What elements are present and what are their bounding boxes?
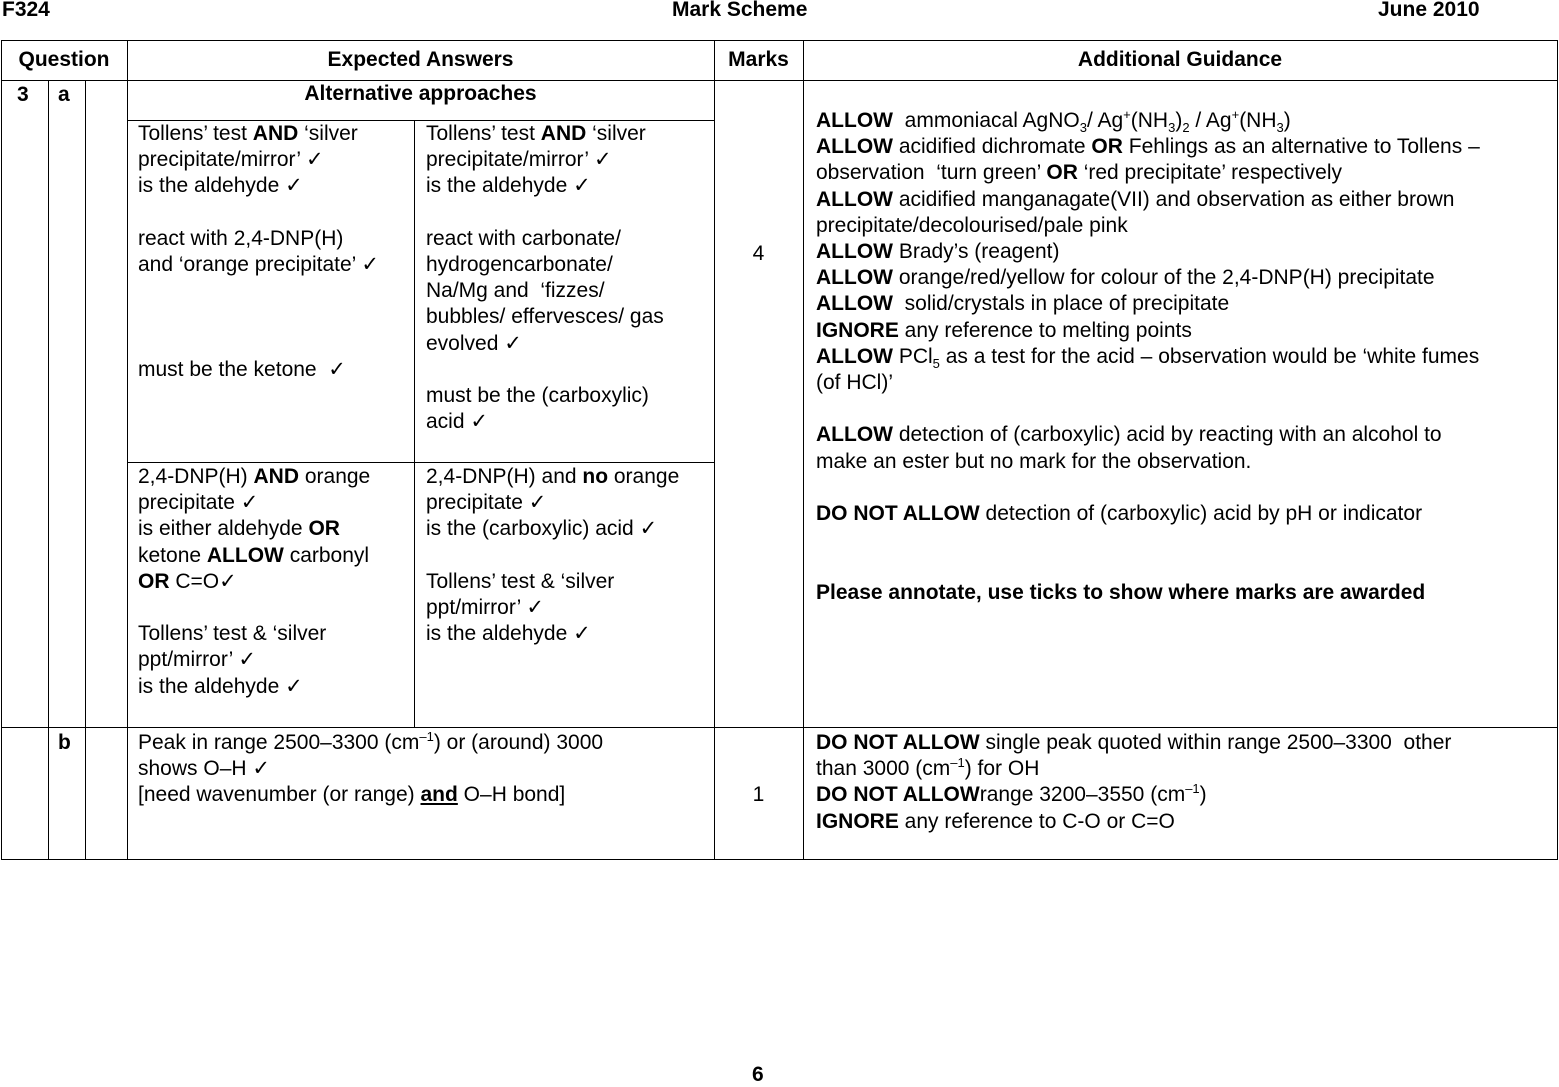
approach-2-answer: Tollens’ test AND ‘silver precipitate/mirror’ ✓ is the aldehyde ✓ react with carbonate/ hydrogencarbonate/ Na/Mg and ‘fizzes/ bubbles/ effervesces/ gas evolved ✓ must be the (carboxylic) acid ✓ <box>426 122 664 434</box>
column-header-expected-answers: Expected Answers <box>327 48 514 71</box>
approach-4-answer: 2,4-DNP(H) and no orange precipitate ✓ is the (carboxylic) acid ✓ Tollens’ test & ‘silver ppt/mirror’ ✓ is the aldehyde ✓ <box>426 465 680 646</box>
marks-3b: 1 <box>752 783 765 806</box>
guidance-3a: ALLOW ammoniacal AgNO$_3$/ $Ag^+(NH_3)_2 / Ag^+(NH_3)$ ALLOW acidified dichromate OR Fehlings as an alternative to Tollens – observation ‘turn green’ OR ‘red precipitate’ respectively ALLOW acidified manganagate(VII) and observation as either brown precipitate/decolourised/pale pink ALLOW Brady’s (reagent) ALLOW orange/red/yellow for colour of the 2,4-DNP(H) precipitate ALLOW solid/crystals in place of precipitate IGNORE any reference to melting points ALLOW PCl$_5$ as a test for the acid – observation would be ‘white fumes (of HCl)’ ALLOW detection of (carboxylic) acid by reacting with an alcohol to make an ester but no mark for the observation. DO NOT ALLOW detection of (carboxylic) acid by pH or indicator Please annotate, use ticks to show where marks are awarded <box>816 107 1480 604</box>
answer-3b: Peak in range 2500–3300 $(cm^{-1})$ or (around) 3000 shows O–H ✓ [need wavenumber (or range) and O–H bond] <box>138 729 604 807</box>
question-part-b: b <box>58 731 71 754</box>
column-header-guidance: Additional Guidance <box>1077 48 1283 71</box>
column-header-marks: Marks <box>728 48 789 71</box>
question-part-a: a <box>58 83 70 106</box>
marks-3a: 4 <box>752 242 765 265</box>
approach-1-answer: Tollens’ test AND ‘silver precipitate/mirror’ ✓ is the aldehyde ✓ react with 2,4-DNP(H) and ‘orange precipitate’ ✓ must be the ketone ✓ <box>138 122 379 381</box>
header-code: F324 <box>2 0 50 21</box>
header-title: Mark Scheme <box>672 0 808 21</box>
column-header-question: Question <box>18 48 110 71</box>
page-number: 6 <box>752 1063 764 1086</box>
question-number: 3 <box>17 83 29 106</box>
alternative-approaches-title: Alternative approaches <box>304 82 537 105</box>
approach-3-answer: 2,4-DNP(H) AND orange precipitate ✓ is either aldehyde OR ketone ALLOW carbonyl OR C=O✓ Tollens’ test & ‘silver ppt/mirror’ ✓ is the aldehyde ✓ <box>138 465 371 698</box>
guidance-3b: DO NOT ALLOW single peak quoted within range 2500–3300 other than 3000 $(cm^{-1})$ for OH DO NOT ALLOWrange 3200–3550 $(cm^{-1})$ IGNORE any reference to C-O or C=O <box>816 731 1452 833</box>
header-date: June 2010 <box>1378 0 1480 21</box>
